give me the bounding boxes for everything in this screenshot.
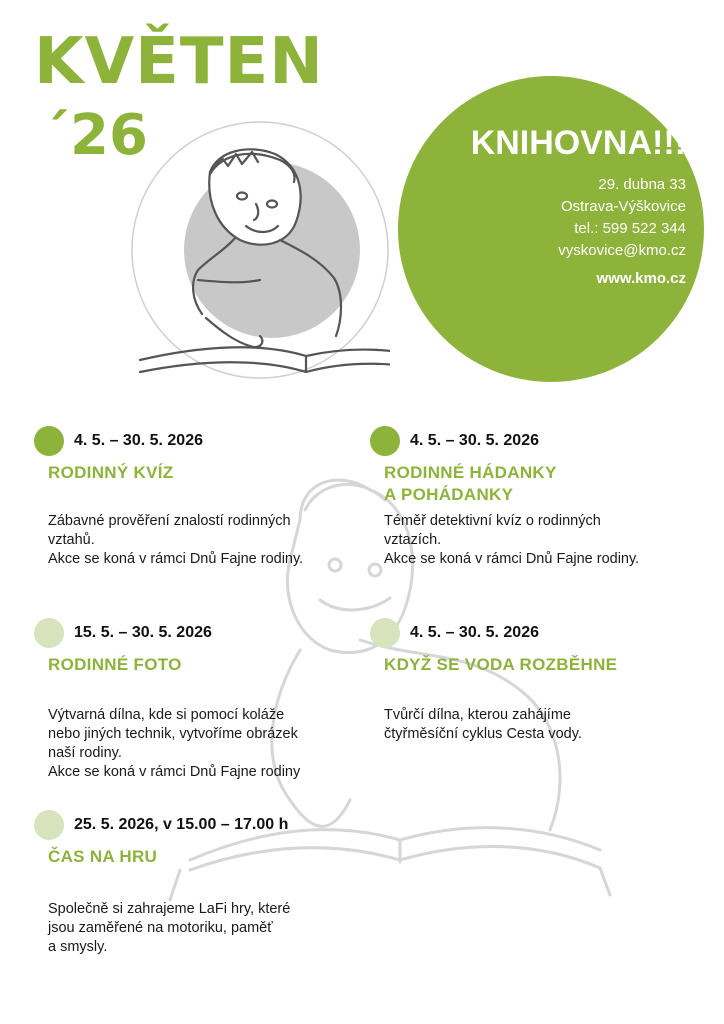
event-card-water [370, 618, 680, 758]
event-bullet-dot [34, 618, 64, 648]
event-date: 4. 5. – 30. 5. 2026 [410, 624, 539, 641]
library-email[interactable]: vyskovice@kmo.cz [558, 242, 686, 259]
library-street: 29. dubna 33 [598, 176, 686, 193]
event-description: Společně si zahrajeme LaFi hry, které jsou zaměřené na motoriku, paměť a smysly. [48, 901, 291, 955]
event-bullet-dot [370, 618, 400, 648]
library-web-link[interactable]: www.kmo.cz [596, 270, 686, 287]
library-name: KNIHOVNA!!! [470, 124, 686, 162]
event-date: 4. 5. – 30. 5. 2026 [410, 432, 539, 449]
page-title: KVĚTEN [34, 25, 324, 99]
event-bullet-dot [370, 426, 400, 456]
year-label: ´26 [42, 103, 148, 168]
event-card-riddles [370, 426, 680, 576]
event-card-game-time [34, 810, 344, 970]
library-phone: tel.: 599 522 344 [574, 220, 686, 237]
library-city: Ostrava-Výškovice [560, 198, 686, 215]
event-card-family-photo [34, 618, 344, 788]
event-title: RODINNÉ HÁDANKY A POHÁDANKY [384, 463, 557, 504]
event-card-family-quiz [34, 426, 344, 576]
event-bullet-dot [34, 426, 64, 456]
event-description: Zábavné prověření znalostí rodinných vztahů. Akce se koná v rámci Dnů Fajne rodiny. [48, 513, 304, 567]
event-title: KDYŽ SE VODA ROZBĚHNE [384, 655, 618, 674]
event-date: 15. 5. – 30. 5. 2026 [74, 624, 212, 641]
event-title: ČAS NA HRU [48, 847, 158, 866]
event-bullet-dot [34, 810, 64, 840]
event-description: Tvůrčí dílna, kterou zahájíme čtyřměsíční cyklus Cesta vody. [384, 707, 582, 742]
event-title: RODINNÉ FOTO [48, 655, 182, 674]
event-date: 4. 5. – 30. 5. 2026 [74, 432, 203, 449]
event-date: 25. 5. 2026, v 15.00 – 17.00 h [74, 816, 289, 833]
boy-reading-illustration [110, 110, 390, 390]
event-title: RODINNÝ KVÍZ [48, 463, 174, 482]
event-description: Téměř detektivní kvíz o rodinných vztazích. Akce se koná v rámci Dnů Fajne rodiny. [384, 513, 640, 567]
event-description: Výtvarná dílna, kde si pomocí koláže nebo jiných technik, vytvoříme obrázek naší rodiny. Akce se koná v rámci Dnů Fajne rodiny [48, 707, 301, 780]
